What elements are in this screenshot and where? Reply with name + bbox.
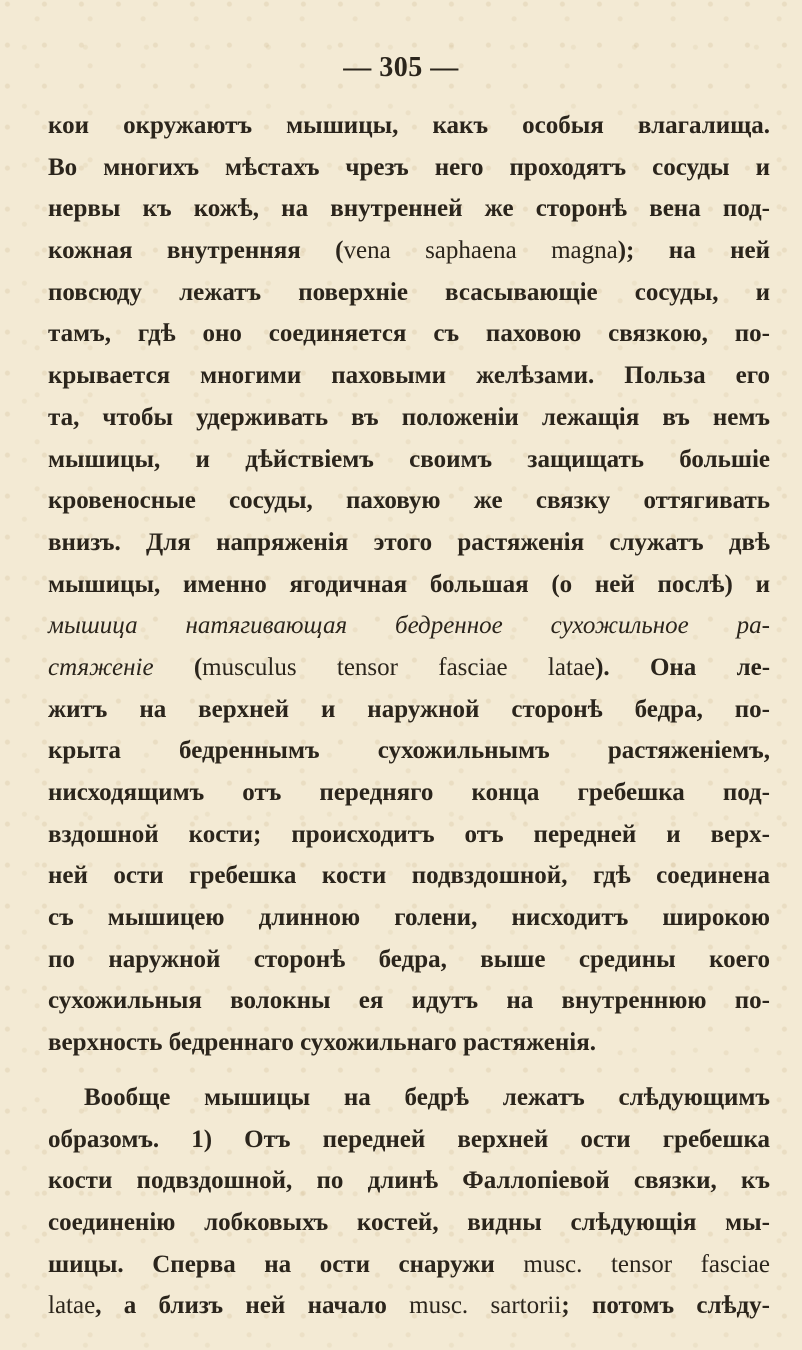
text-line: крывается многими паховыми желѣзами. Польза его bbox=[48, 362, 770, 390]
text-line: повсюду лежатъ поверхніе всасывающіе сосуды, и bbox=[48, 278, 770, 306]
paragraph bbox=[48, 1077, 770, 1327]
text-line: сухожильныя волокны ея идутъ на внутреннюю по- bbox=[48, 987, 770, 1015]
text-line: Во многихъ мѣстахъ чрезъ него проходятъ сосуды и bbox=[48, 153, 770, 181]
page-number: — 305 — bbox=[343, 52, 459, 83]
text-line: шицы. Сперва на ости снаружи musc. tensor fasciae bbox=[48, 1250, 770, 1278]
text-line: по наружной сторонѣ бедра, выше средины коего bbox=[48, 945, 770, 973]
text-line: кровеносные сосуды, паховую же связку оттягивать bbox=[48, 487, 770, 515]
text-line: съ мышицею длинною голени, нисходитъ широкою bbox=[48, 904, 770, 932]
text-line: житъ на верхней и наружной сторонѣ бедра, по- bbox=[48, 695, 770, 723]
text-line: ней ости гребешка кости подвздошной, гдѣ соединена bbox=[48, 862, 770, 890]
text-line: образомъ. 1) Отъ передней верхней ости гребешка bbox=[48, 1125, 770, 1153]
text-line: Вообще мышицы на бедрѣ лежатъ слѣдующимъ bbox=[84, 1083, 770, 1111]
latin-term: musc. tensor fasciae bbox=[523, 1250, 770, 1278]
text-line: внизъ. Для напряженія этого растяженія служатъ двѣ bbox=[48, 528, 770, 556]
text-line: нервы къ кожѣ, на внутренней же сторонѣ вена под- bbox=[48, 195, 770, 223]
text-line bbox=[48, 605, 770, 647]
text-line: соединенію лобковыхъ костей, видны слѣдующія мы- bbox=[48, 1208, 770, 1236]
text-line: кожная внутренняя (vena saphaena magna); на ней bbox=[48, 237, 770, 265]
text-line: кости подвздошной, по длинѣ Фаллопіевой связки, къ bbox=[48, 1167, 770, 1195]
latin-term: musculus tensor fasciae latae bbox=[202, 653, 596, 681]
latin-term: latae bbox=[48, 1292, 96, 1320]
text-line: latae, а близъ ней начало musc. sartorii; потомъ слѣду- bbox=[48, 1292, 771, 1320]
text-line: верхность бедреннаго сухожильнаго растяженія. bbox=[48, 1029, 596, 1057]
paragraph bbox=[48, 105, 770, 1064]
body-text bbox=[48, 105, 770, 1327]
italic-term: стяженіе bbox=[48, 653, 154, 681]
text-line: кои окружаютъ мышицы, какъ особыя влагалища. bbox=[48, 112, 770, 139]
latin-term: vena saphaena magna bbox=[343, 237, 618, 265]
text-line: крыта бедреннымъ сухожильнымъ растяженіемъ, bbox=[48, 737, 770, 765]
italic-term: мышица натягивающая бедренное сухожильное ра- bbox=[48, 612, 770, 640]
latin-term: musc. sartorii bbox=[409, 1292, 562, 1320]
text-line: мышицы, и дѣйствіемъ своимъ защищать большіе bbox=[48, 445, 770, 473]
text-line: нисходящимъ отъ передняго конца гребешка под- bbox=[48, 779, 770, 806]
text-line: та, чтобы удерживать въ положеніи лежащія въ немъ bbox=[48, 403, 770, 431]
text-line: вздошной кости; происходитъ отъ передней и верх- bbox=[48, 820, 770, 848]
text-line: стяженіе (musculus tensor fasciae latae). Она ле- bbox=[48, 653, 771, 681]
text-line: тамъ, гдѣ оно соединяется съ паховою связкою, по- bbox=[48, 320, 770, 348]
text-line: мышицы, именно ягодичная большая (о ней послѣ) и bbox=[48, 570, 770, 598]
